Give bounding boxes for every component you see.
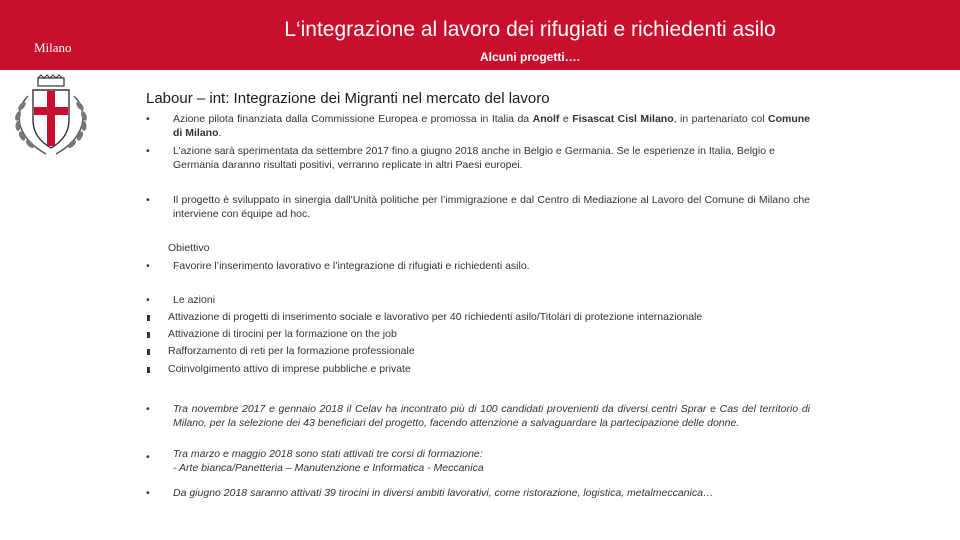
azioni-item: Attivazione di progetti di inserimento sociale e lavorativo per 40 richiedenti asilo/Titolari di protezione internazionale [168,311,703,323]
paragraph-celav: Tra novembre 2017 e gennaio 2018 il Celav ha incontrato più di 100 candidati provenienti da diversi centri Sprar e Cas del territorio di Milano, per la selezione dei 43 beneficiari del progetto, facendo attenzione a salvaguardare la partecipazione delle donne. [173,403,810,429]
text-span: e [559,113,573,125]
bullet: • [146,194,150,206]
obiettivo-text: Favorire l’inserimento lavorativo e l’integrazione di rifugiati e richiedenti asilo. [173,260,530,272]
bold-text: Anolf [532,113,560,125]
section-heading: Labour – int: Integrazione dei Migranti nel mercato del lavoro [146,90,550,107]
bold-text: Fisascat Cisl Milano [572,113,674,125]
square-bullet [147,349,150,355]
slide-subtitle: Alcuni progetti…. [480,50,580,64]
corsi-list: - Arte bianca/Panetteria – Manutenzione e Informatica - Meccanica [173,461,484,474]
azioni-title: Le azioni [173,294,216,306]
paragraph-corsi [173,448,810,475]
bullet: • [146,294,150,306]
text-span: Azione pilota finanziata dalla Commissione Europea e promossa in Italia da [173,113,533,125]
bullet: • [146,113,150,125]
azioni-item: Rafforzamento di reti per la formazione professionale [168,345,415,357]
brand-name: Milano [34,40,72,55]
square-bullet [147,367,150,373]
bullet: • [146,451,150,463]
bullet: • [146,403,150,415]
corsi-line: Tra marzo e maggio 2018 sono stati attivati tre corsi di formazione: [173,448,483,460]
azioni-item: Coinvolgimento attivo di imprese pubbliche e private [168,363,411,375]
bullet: • [146,487,150,499]
paragraph-sinergia: Il progetto è sviluppato in sinergia dall'Unità politiche per l’immigrazione e dal Centro di Mediazione al Lavoro del Comune di Milano che interviene con équipe ad hoc. [173,194,810,220]
paragraph-anolf [173,113,810,140]
square-bullet [147,315,150,321]
obiettivo-title: Obiettivo [168,242,210,254]
slide-title: L‘integrazione al lavoro dei rifugiati e richiedenti asilo [284,18,776,41]
text-span: , in partenariato col [673,113,769,125]
azioni-item: Attivazione di tirocini per la formazione on the job [168,328,397,340]
paragraph-sperimentazione: L’azione sarà sperimentata da settembre 2017 fino a giugno 2018 anche in Belgio e Germania. Se le esperienze in Italia, Belgio e Germania daranno risultati positivi, verranno replicate in altri Paesi europei. [173,145,775,171]
bullet: • [146,260,150,272]
bullet: • [146,145,150,157]
square-bullet [147,332,150,338]
paragraph-tirocini: Da giugno 2018 saranno attivati 39 tirocini in diversi ambiti lavorativi, come ristorazione, logistica, metalmeccanica… [173,487,714,499]
text-span: . [218,126,222,139]
bold-text: Comune di Milano [173,113,811,139]
